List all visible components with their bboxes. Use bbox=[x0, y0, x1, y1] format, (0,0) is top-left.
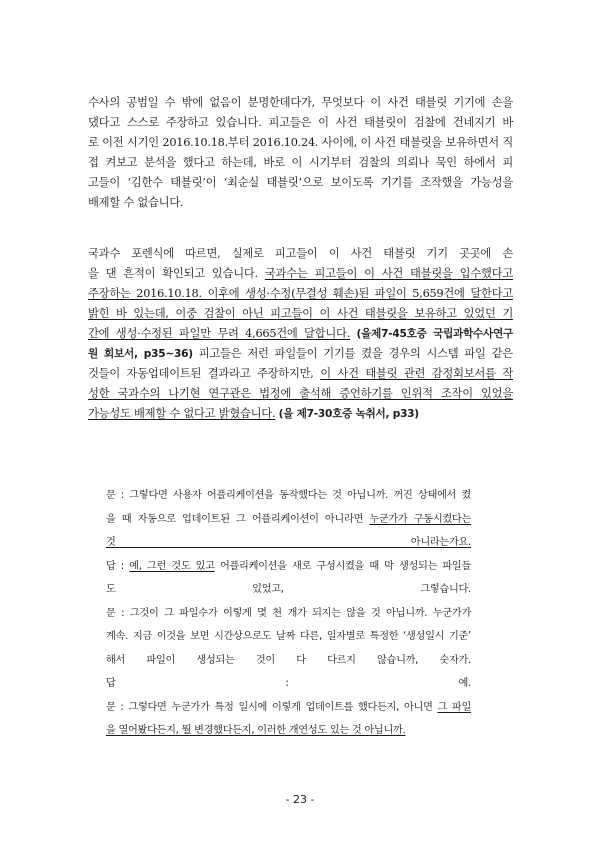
text-segment: 도 있었고, 그렇습니다. bbox=[106, 584, 471, 595]
text-segment: 문 : 그렇다면 사용자 어플리케이션을 동작했다는 것 아닙니까. 꺼진 상태에서 켰 bbox=[106, 490, 471, 501]
underlined-text: 가능성도 배제할 수 없다고 밝혔습니다. bbox=[88, 407, 276, 420]
underlined-text: 을 열어봤다든지, 뭘 변경했다든지, 이러한 개연성도 있는 것 아닙니까. bbox=[106, 725, 406, 736]
text-line bbox=[106, 649, 471, 673]
text-segment: 답 : bbox=[106, 560, 130, 572]
text-line bbox=[88, 284, 513, 304]
text-line bbox=[106, 484, 471, 508]
text-line bbox=[88, 344, 513, 364]
underlined-text: 밝힌 바 있는데, 이중 검찰이 아닌 피고들이 이 사건 태블릿을 보유하고 있었던 기 bbox=[88, 307, 513, 320]
citation-text: 원 회보서, p35~36) bbox=[88, 348, 193, 360]
text-segment: 것들이 자동업데이트된 결과라고 주장하지만, bbox=[88, 367, 321, 380]
text-segment: 접 켜보고 분석을 했다고 하는데, 바로 이 시기부터 검찰의 의뢰나 묵인 하에서 피 bbox=[88, 156, 513, 169]
text-segment: 을 때 자동으로 업데이트된 그 어플리케이션이 아니라면 bbox=[106, 513, 370, 525]
paragraph-evidence-tampering bbox=[88, 93, 513, 213]
text-line bbox=[88, 244, 513, 264]
text-line bbox=[88, 304, 513, 324]
text-line bbox=[88, 384, 513, 404]
text-line bbox=[88, 404, 513, 424]
testimony-transcript bbox=[106, 484, 471, 743]
text-line bbox=[88, 264, 513, 284]
underlined-text: 그 파일 bbox=[437, 701, 471, 713]
text-line bbox=[106, 578, 471, 602]
text-line bbox=[106, 555, 471, 579]
text-line bbox=[88, 193, 513, 213]
text-line bbox=[88, 364, 513, 384]
text-line bbox=[88, 113, 513, 133]
text-segment: 고들이 ‘김한수 태블릿’이 ‘최순실 태블릿’으로 보이도록 기기를 조작했을 가능성을 bbox=[88, 176, 513, 189]
text-segment: 로 이전 시기인 2016.10.18.부터 2016.10.24. 사이에, 이 사건 태블릿을 보유하면서 직 bbox=[88, 136, 513, 149]
underlined-text: 예, 그런 것도 있고 bbox=[129, 560, 215, 572]
text-segment: 문 : 그것이 그 파일수가 이렇게 몇 천 개가 되지는 않을 것 아닙니까. 누군가가 bbox=[106, 607, 471, 619]
text-segment: 어플리케이션을 새로 구성시켰을 때 막 생성되는 파일들 bbox=[214, 560, 471, 572]
citation-text: (을제7-45호증 국립과학수사연구 bbox=[356, 328, 513, 340]
underlined-text: 성한 국과수의 나기현 연구관은 법정에 출석해 증언하기를 인위적 조작이 있었을 bbox=[88, 387, 513, 400]
text-line bbox=[106, 719, 471, 743]
text-line bbox=[106, 672, 471, 696]
text-line bbox=[106, 625, 471, 649]
underlined-text: 주장하는 2016.10.18. 이후에 생성·수정(무결성 훼손)된 파일이 5,659건에 달한다고 bbox=[88, 287, 513, 300]
text-line bbox=[88, 324, 513, 344]
text-segment: 을 댄 흔적이 확인되고 있습니다. bbox=[88, 267, 265, 280]
text-line bbox=[88, 133, 513, 153]
text-segment: 국과수 포렌식에 따르면, 실제로 피고들이 이 사건 태블릿 기기 곳곳에 손 bbox=[88, 247, 513, 260]
text-line bbox=[106, 531, 471, 555]
text-segment: 댔다고 스스로 주장하고 있습니다. 피고들은 이 사건 태블릿이 검찰에 건네지기 바 bbox=[88, 116, 513, 129]
text-segment: 답 : 예. bbox=[106, 678, 471, 689]
text-segment: 배제할 수 없습니다. bbox=[88, 196, 184, 209]
text-line bbox=[106, 696, 471, 720]
underlined-text: 이 사건 태블릿 관련 감정회보서를 작 bbox=[320, 367, 513, 380]
text-line bbox=[106, 508, 471, 532]
underlined-text: 간에 생성·수정된 파일만 무려 4,665건에 달합니다. bbox=[88, 327, 351, 340]
text-line bbox=[106, 602, 471, 626]
text-segment: 계속. 지금 이것을 보면 시간상으로도 날짜 다른, 일자별로 특정한 ‘생성일시 기준’ bbox=[106, 631, 471, 642]
text-segment: 피고들은 저런 파일들이 기기를 켰을 경우의 시스템 파일 같은 bbox=[192, 347, 513, 360]
underlined-text: 국과수는 피고들이 이 사건 태블릿을 입수했다고 bbox=[264, 267, 513, 280]
text-segment: 해서 파일이 생성되는 것이 다 다르지 않습니까, 숫자가. bbox=[106, 654, 471, 666]
page-number: - 23 - bbox=[285, 793, 315, 806]
text-segment: 수사의 공범일 수 밖에 없음이 분명한데다가, 무엇보다 이 사건 태블릿 기기에 손을 bbox=[88, 96, 513, 109]
text-line bbox=[88, 93, 513, 113]
text-line bbox=[88, 153, 513, 173]
underlined-text: 누군가가 구동시켰다는 bbox=[369, 513, 471, 525]
underlined-text: 것 아니라는가요. bbox=[106, 537, 471, 548]
text-segment: 문 : 그렇다면 누군가가 특정 일시에 이렇게 업데이트를 했다든지, 아니면 bbox=[106, 701, 438, 713]
text-line bbox=[88, 173, 513, 193]
citation-text: (을 제7-30호증 녹취서, p33) bbox=[278, 408, 419, 420]
paragraph-forensics bbox=[88, 244, 513, 424]
